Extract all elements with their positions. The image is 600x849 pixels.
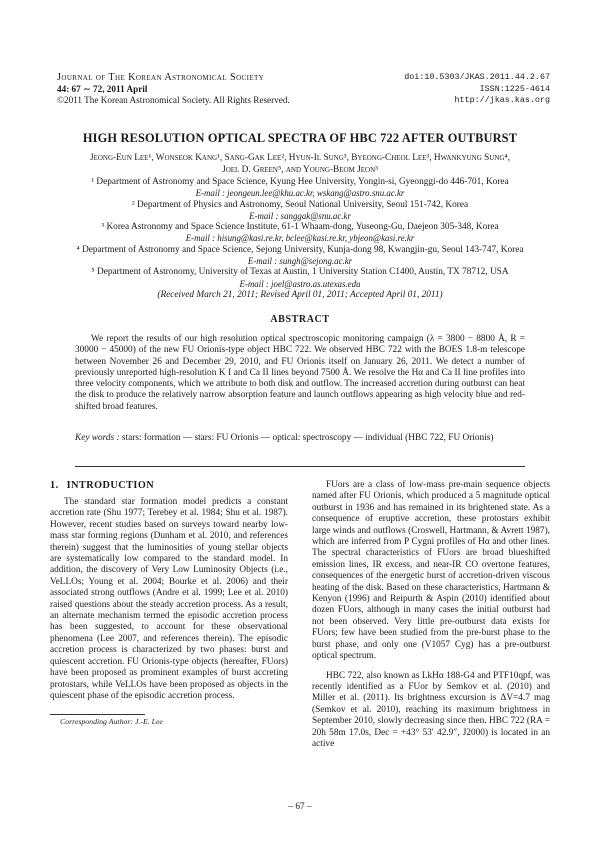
affiliation: ¹ Department of Astronomy and Space Science, Kyung Hee University, Yongin-si, Gyeonggi-do 446-701, Korea [91, 177, 509, 187]
keywords-label: Key words : [75, 433, 120, 443]
affiliation: ³ Korea Astronomy and Space Science Institute, 61-1 Whaam-dong, Yuseong-Gu, Daejeon 305-348, Korea [101, 222, 499, 233]
affiliations [50, 177, 550, 301]
right-column [312, 480, 550, 750]
volume-line: 44: 67 ∼ 72, 2011 April [57, 83, 148, 94]
received-dates: (Received March 21, 2011; Revised April 01, 2011; Accepted April 01, 2011) [157, 289, 443, 300]
body-paragraph: HBC 722, also known as LkHα 188-G4 and PTF10qpf, was recently identified as a FUor by Semkov et al. (2010) and Miller et al. (2011). Its brightness excursion is ΔV=4.7 mag (Semkov et al. 2010), reaching its maximum brightness in September 2010, slowly decreasing since then. HBC 722 (RA = 20h 58m 17.0s, Dec = +43° 53′ 42.9″, J2000) is located in an active [312, 670, 550, 749]
corresponding-author-footnote: Corresponding Author: J.-E. Lee [60, 717, 163, 726]
footnote-divider [50, 714, 145, 715]
body-paragraph: FUors are a class of low-mass pre-main sequence objects named after FU Orionis, which produced a 5 magnitude optical outburst in 1936 and has remained in its brightened state. As a consequence of eruptive accretion, these protostars exhibit large winds and outflows (Croswell, Hartmann, & Avrett 1987), which are inferred from P Cygni profiles of Hα and other lines. The spectral characteristics of FUors are broad blueshifted emission lines, IR excess, and near-IR CO overtone features, consequences of the energetic burst of accretion-driven viscous heating of the disk. Based on these characteristics, Hartmann & Kenyon (1996) and Reipurth & Aspin (2010) identified about dozen FUors, although in many cases the initial outburst had not been observed. Very little pre-outburst data exists for FUors; few have been studied from the pre-burst phase to the burst phase, and only one (V1057 Cyg) has a pre-outburst optical spectrum. [312, 480, 550, 662]
copyright-line: ©2011 The Korean Astronomical Society. All Rights Reserved. [57, 95, 290, 106]
paper-title: HIGH RESOLUTION OPTICAL SPECTRA OF HBC 722 AFTER OUTBURST [82, 131, 518, 145]
section-number: 1. [50, 480, 59, 491]
author-list [50, 153, 550, 176]
author-line: Joel D. Green⁵, and Young-Beom Jeon³ [222, 164, 378, 175]
journal-identifiers [404, 72, 550, 107]
doi: doi:10.5303/JKAS.2011.44.2.67 [404, 72, 550, 82]
abstract-heading: ABSTRACT [270, 314, 330, 325]
journal-url: http://jkas.kas.org [454, 95, 550, 106]
affiliation-email: E-mail : sungh@sejong.ac.kr [247, 256, 353, 267]
journal-header [57, 72, 290, 107]
keywords-divider [75, 466, 525, 467]
keywords [75, 433, 525, 444]
affiliation-email: E-mail : sanggak@snu.ac.kr [249, 210, 351, 221]
journal-name: Journal of The Korean Astronomical Society [57, 72, 265, 83]
abstract-text: We report the results of our high resolution optical spectroscopic monitoring campaign (λ = 3800 − 8800 Å, R = 30000 − 45000) of the new FU Orionis-type object HBC 722. We observed HBC 722 with the BOES 1.8-m telescope between November 26 and December 29, 2010, and FU Orionis itself on January 26, 2011. We detect a number of previously unreported high-resolution K I and Ca II lines beyond 7500 Å. We resolve the Hα and Ca II line profiles into three velocity components, which we attribute to both disk and outflow. The increased accretion during outburst can heat the disk to produce the relatively narrow absorption feature and launch outflows appearing as high velocity blue and red-shifted broad features. [75, 334, 525, 412]
affiliation-email: E-mail : joel@astro.as.utexas.edu [239, 278, 361, 289]
affiliation: ² Department of Physics and Astronomy, Seoul National University, Seoul 151-742, Korea [131, 199, 469, 210]
affiliation: ⁵ Department of Astronomy, University of Texas at Austin, 1 University Station C1400, Austin, TX 78712, USA [91, 267, 509, 278]
section-title: INTRODUCTION [66, 480, 155, 491]
affiliation: ⁴ Department of Astronomy and Space Science, Sejong University, Kunja-dong 98, Kwangjin-gu, Seoul 143-747, Korea [76, 244, 524, 255]
affiliation-email: E-mail : jeongeun.lee@khu.ac.kr, wskang@astro.snu.ac.kr [195, 188, 405, 199]
body-paragraph: The standard star formation model predicts a constant accretion rate (Shu 1977; Terebey et al. 1984; Shu et al. 1987). However, recent studies based on surveys toward nearby low-mass star forming regions (Dunham et al. 2010, and references therein) suggest that the luminosities of young stellar objects are systematically low compared to the standard model. In addition, the discovery of Very Low Luminosity Objects (i.e., VeLLOs; Young et al. 2004; Bourke et al. 2006) and their associated strong outflows (Andre et al. 1999; Lee et al. 2010) raised questions about the steady accretion process. As a result, an alternate mechanism termed the episodic accretion process has been suggested, to account for these observational phenomena (Lee 2007, and references therein). The episodic accretion process is characterized by two phases: burst and quiescent accretion. FU Orionis-type objects (hereafter, FUors) have been proposed as prominent examples of burst accreting protostars, while VeLLOs have been proposed as objects in the quiescent phase of the episodic accretion process. [50, 497, 288, 701]
affiliation-email: E-mail : hisung@kasi.re.kr, bclee@kasi.re.kr, ybjeon@kasi.re.kr [185, 233, 415, 244]
left-column [50, 480, 288, 702]
keywords-text: stars: formation — stars: FU Orionis — optical: spectroscopy — individual (HBC 722, FU Orionis) [121, 433, 494, 443]
page-number: – 67 – [288, 802, 312, 812]
issn: ISSN:1225-4614 [479, 83, 550, 94]
author-line: Jeong-Eun Lee¹, Wonseok Kang¹, Sang-Gak Lee², Hyun-Il Sung³, Byeong-Cheol Lee³, Hwankyung Sung⁴, [89, 153, 511, 163]
section-heading [50, 480, 288, 491]
